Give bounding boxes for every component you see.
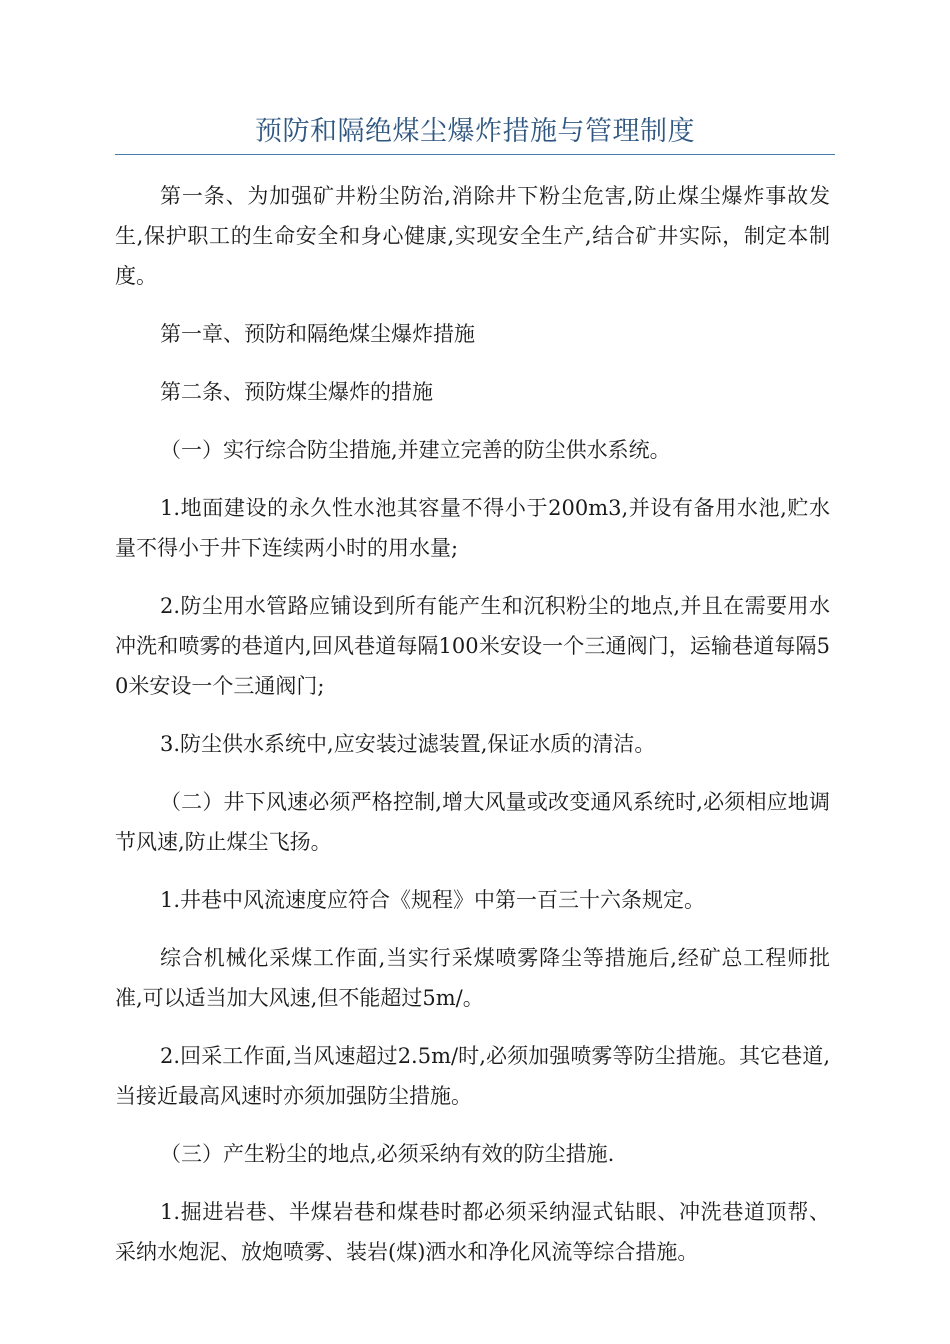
paragraph-item-1-3: 3.防尘供水系统中,应安装过滤装置,保证水质的清洁。 (160, 732, 656, 756)
document-body (115, 176, 830, 1290)
paragraph-item-2-1-note: 综合机械化采煤工作面,当实行采煤喷雾降尘等措施后,经矿总工程师批准,可以适当加大风速,但不能超过5m/。 (115, 946, 830, 1010)
paragraph-item-3-1: 1.掘进岩巷、半煤岩巷和煤巷时都必须采纳湿式钻眼、冲洗巷道顶帮、采纳水炮泥、放炮喷雾、装岩(煤)洒水和净化风流等综合措施。 (115, 1200, 830, 1264)
document-title: 预防和隔绝煤尘爆炸措施与管理制度 (255, 116, 695, 147)
paragraph-article-2: 第二条、预防煤尘爆炸的措施 (160, 380, 433, 404)
paragraph-section-2: （二）井下风速必须严格控制,增大风量或改变通风系统时,必须相应地调节风速,防止煤尘飞扬。 (115, 790, 830, 854)
paragraph-item-1-2: 2.防尘用水管路应铺设到所有能产生和沉积粉尘的地点,并且在需要用水冲洗和喷雾的巷道内,回风巷道每隔100米安设一个三通阀门，运输巷道每隔50米安设一个三通阀门; (115, 594, 830, 698)
paragraph-article-1: 第一条、为加强矿井粉尘防治,消除井下粉尘危害,防止煤尘爆炸事故发生,保护职工的生命安全和身心健康,实现安全生产,结合矿井实际，制定本制度。 (115, 184, 830, 288)
paragraph-item-2-1: 1.井巷中风流速度应符合《规程》中第一百三十六条规定。 (160, 888, 706, 912)
paragraph-section-1: （一）实行综合防尘措施,并建立完善的防尘供水系统。 (160, 438, 671, 462)
paragraph-chapter-1: 第一章、预防和隔绝煤尘爆炸措施 (160, 322, 475, 346)
paragraph-section-3: （三）产生粉尘的地点,必须采纳有效的防尘措施. (160, 1142, 615, 1166)
title-underline (115, 154, 835, 155)
paragraph-item-2-2: 2.回采工作面,当风速超过2.5m/时,必须加强喷雾等防尘措施。其它巷道,当接近最高风速时亦须加强防尘措施。 (115, 1044, 830, 1108)
paragraph-item-1-1: 1.地面建设的永久性水池其容量不得小于200m3,并设有备用水池,贮水量不得小于井下连续两小时的用水量; (115, 496, 830, 560)
